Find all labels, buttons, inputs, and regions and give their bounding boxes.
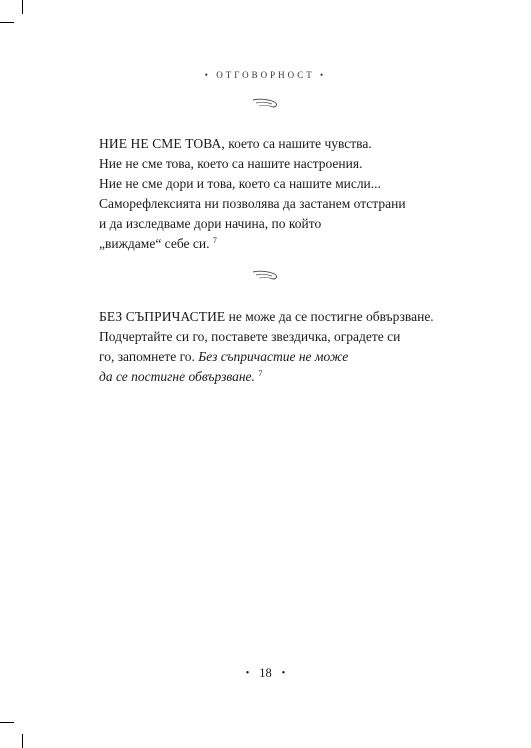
- quote-paragraph-2: [99, 307, 449, 387]
- crop-mark-bottom-left: [22, 734, 23, 748]
- page-number: 18: [259, 666, 272, 680]
- para2-lead-caps: БЕЗ СЪПРИЧАСТИЕ: [99, 309, 226, 324]
- page-footer: [0, 666, 531, 681]
- crop-mark-bottom-left-h: [0, 722, 14, 723]
- para1-line-4: Саморефлексията ни позволява да застанем отстрани: [99, 196, 406, 211]
- para1-line-6: „виждаме“ себе си. $^7$: [99, 236, 217, 251]
- para2-line-3: го, запомнете го. Без съпричастие не може: [99, 349, 349, 364]
- para1-line-3: Ние не сме дори и това, което са нашите мисли...: [99, 176, 381, 191]
- swirl-ornament-icon: [250, 269, 282, 281]
- para1-line-1: НИЕ НЕ СМЕ ТОВА, което са нашите чувства.: [99, 136, 372, 151]
- crop-mark-top-left: [22, 0, 23, 14]
- header-bullet-left: •: [204, 70, 211, 80]
- running-header: [0, 70, 531, 80]
- para1-line-2: Ние не сме това, което са нашите настроения.: [99, 156, 363, 171]
- para2-line-1: БЕЗ СЪПРИЧАСТИЕ не може да се постигне обвързване.: [99, 309, 434, 324]
- para2-italic-emphasis: Без съпричастие не може: [198, 349, 349, 364]
- footnote-marker: 7: [258, 369, 263, 378]
- swirl-ornament-icon: [250, 97, 282, 109]
- footnote-marker: 7: [212, 236, 217, 245]
- footer-bullet-left: •: [245, 668, 250, 679]
- para2-line-2: Подчертайте си го, поставете звездичка, оградете си: [99, 329, 401, 344]
- running-title: ОТГОВОРНОСТ: [216, 70, 315, 80]
- header-bullet-right: •: [320, 70, 327, 80]
- para1-line-5: и да изследваме дори начина, по който: [99, 216, 322, 231]
- quote-paragraph-1: [99, 134, 449, 254]
- para2-line-4: да се постигне обвързване. $^7$: [99, 369, 263, 384]
- para1-lead-caps: НИЕ НЕ СМЕ ТОВА,: [99, 136, 225, 151]
- footer-bullet-right: •: [281, 668, 286, 679]
- crop-mark-top-left-h: [0, 22, 14, 23]
